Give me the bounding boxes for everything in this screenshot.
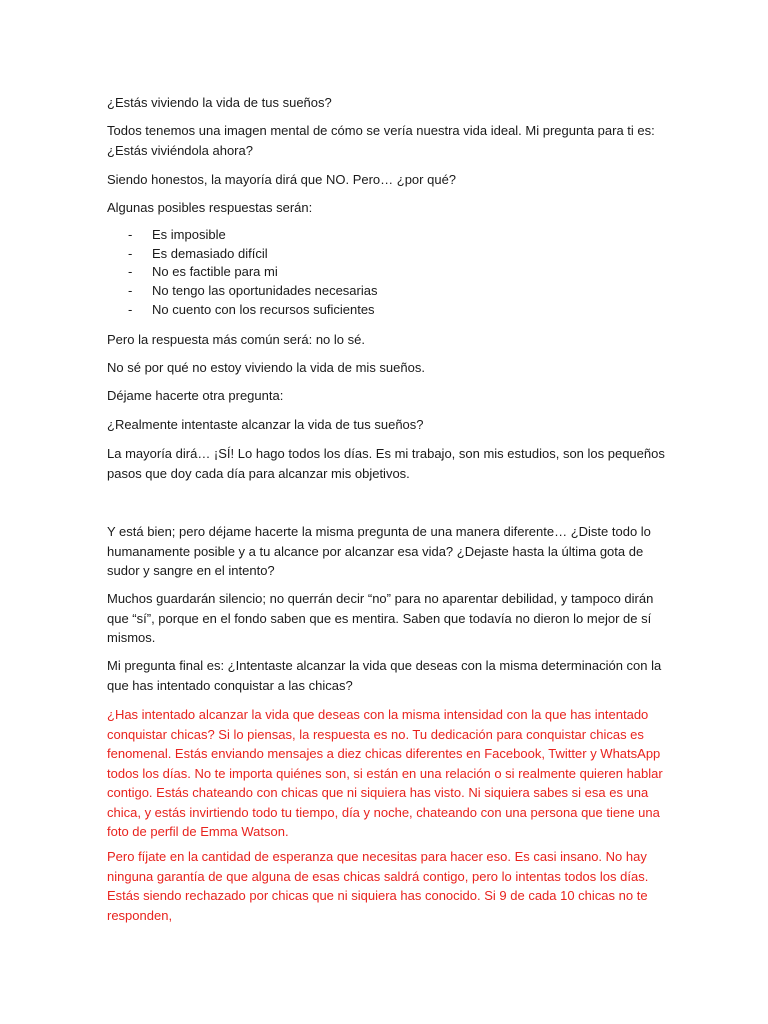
paragraph-another-question: Déjame hacerte otra pregunta: bbox=[107, 388, 284, 403]
bullet-dash: - bbox=[128, 264, 133, 280]
bullet-dash: - bbox=[128, 301, 133, 317]
list-item bbox=[107, 282, 667, 301]
list-item-text: No es factible para mi bbox=[152, 264, 278, 280]
list-item-text: No cuento con los recursos suficientes bbox=[152, 301, 375, 317]
list-item bbox=[107, 301, 667, 320]
paragraph-possible-answers: Algunas posibles respuestas serán: bbox=[107, 200, 313, 215]
paragraph-majority-no: Siendo honestos, la mayoría dirá que NO. Pero… ¿por qué? bbox=[107, 172, 457, 187]
list-item-text: Es imposible bbox=[152, 227, 226, 242]
list-item bbox=[107, 226, 667, 245]
list-item bbox=[107, 263, 667, 282]
bullet-dash: - bbox=[128, 283, 133, 299]
paragraph-silence: Muchos guardarán silencio; no querrán decir “no” para no aparentar debilidad, y tampoco dirán que “sí”, porque en el fondo saben que es mentira. Saben que todavía no dieron lo mejor de sí mismos. bbox=[107, 591, 654, 645]
bullet-dash: - bbox=[128, 227, 133, 242]
bullet-dash: - bbox=[128, 245, 133, 261]
paragraph-really-tried: ¿Realmente intentaste alcanzar la vida de tus sueños? bbox=[107, 417, 424, 432]
list-item-text: No tengo las oportunidades necesarias bbox=[152, 283, 378, 299]
list-item-text: Es demasiado difícil bbox=[152, 245, 268, 261]
paragraph-conquer-intensity: ¿Has intentado alcanzar la vida que deseas con la misma intensidad con la que has intentado conquistar chicas? Si lo piensas, la respuesta es no. Tu dedicación para conquistar chicas es fenomenal. Estás enviando mensajes a diez chicas diferentes en Facebook, Twitter y WhatsApp todos los días. No te importa quiénes son, si están en una relación o si realmente quieren hablar contigo. Estás chateando con chicas que ni siquiera has visto. Ni siquiera sabes si esa es una chica, y estás invirtiendo todo tu tiempo, día y noche, chateando con una persona que tiene una foto de perfil de Emma Watson. bbox=[107, 707, 663, 839]
paragraph-different-question: Y está bien; pero déjame hacerte la misma pregunta de una manera diferente… ¿Diste todo lo humanamente posible y a tu alcance por alcanzar esa vida? ¿Dejaste hasta la última gota de sudor y sangre en el intento? bbox=[107, 524, 651, 578]
paragraph-hope-amount: Pero fíjate en la cantidad de esperanza que necesitas para hacer eso. Es casi insano. No hay ninguna garantía de que alguna de esas chicas saldrá contigo, pero lo intentas todos los días. Estás siendo rechazado por chicas que ni siquiera has conocido. Si 9 de cada 10 chicas no te responden, bbox=[107, 849, 649, 923]
paragraph-ideal-life: Todos tenemos una imagen mental de cómo se vería nuestra vida ideal. Mi pregunta para ti es: ¿Estás viviéndola ahora? bbox=[107, 123, 655, 158]
paragraph-question-dreams: ¿Estás viviendo la vida de tus sueños? bbox=[107, 95, 332, 110]
paragraph-common-answer: Pero la respuesta más común será: no lo sé. bbox=[107, 332, 365, 347]
answers-list bbox=[107, 226, 667, 320]
list-item bbox=[107, 245, 667, 264]
paragraph-final-question: Mi pregunta final es: ¿Intentaste alcanzar la vida que deseas con la misma determinación con la que has intentado conquistar a las chicas? bbox=[107, 658, 662, 693]
paragraph-dont-know: No sé por qué no estoy viviendo la vida de mis sueños. bbox=[107, 360, 425, 375]
paragraph-majority-yes: La mayoría dirá… ¡SÍ! Lo hago todos los días. Es mi trabajo, son mis estudios, son los pequeños pasos que doy cada día para alcanzar mis objetivos. bbox=[107, 446, 665, 481]
